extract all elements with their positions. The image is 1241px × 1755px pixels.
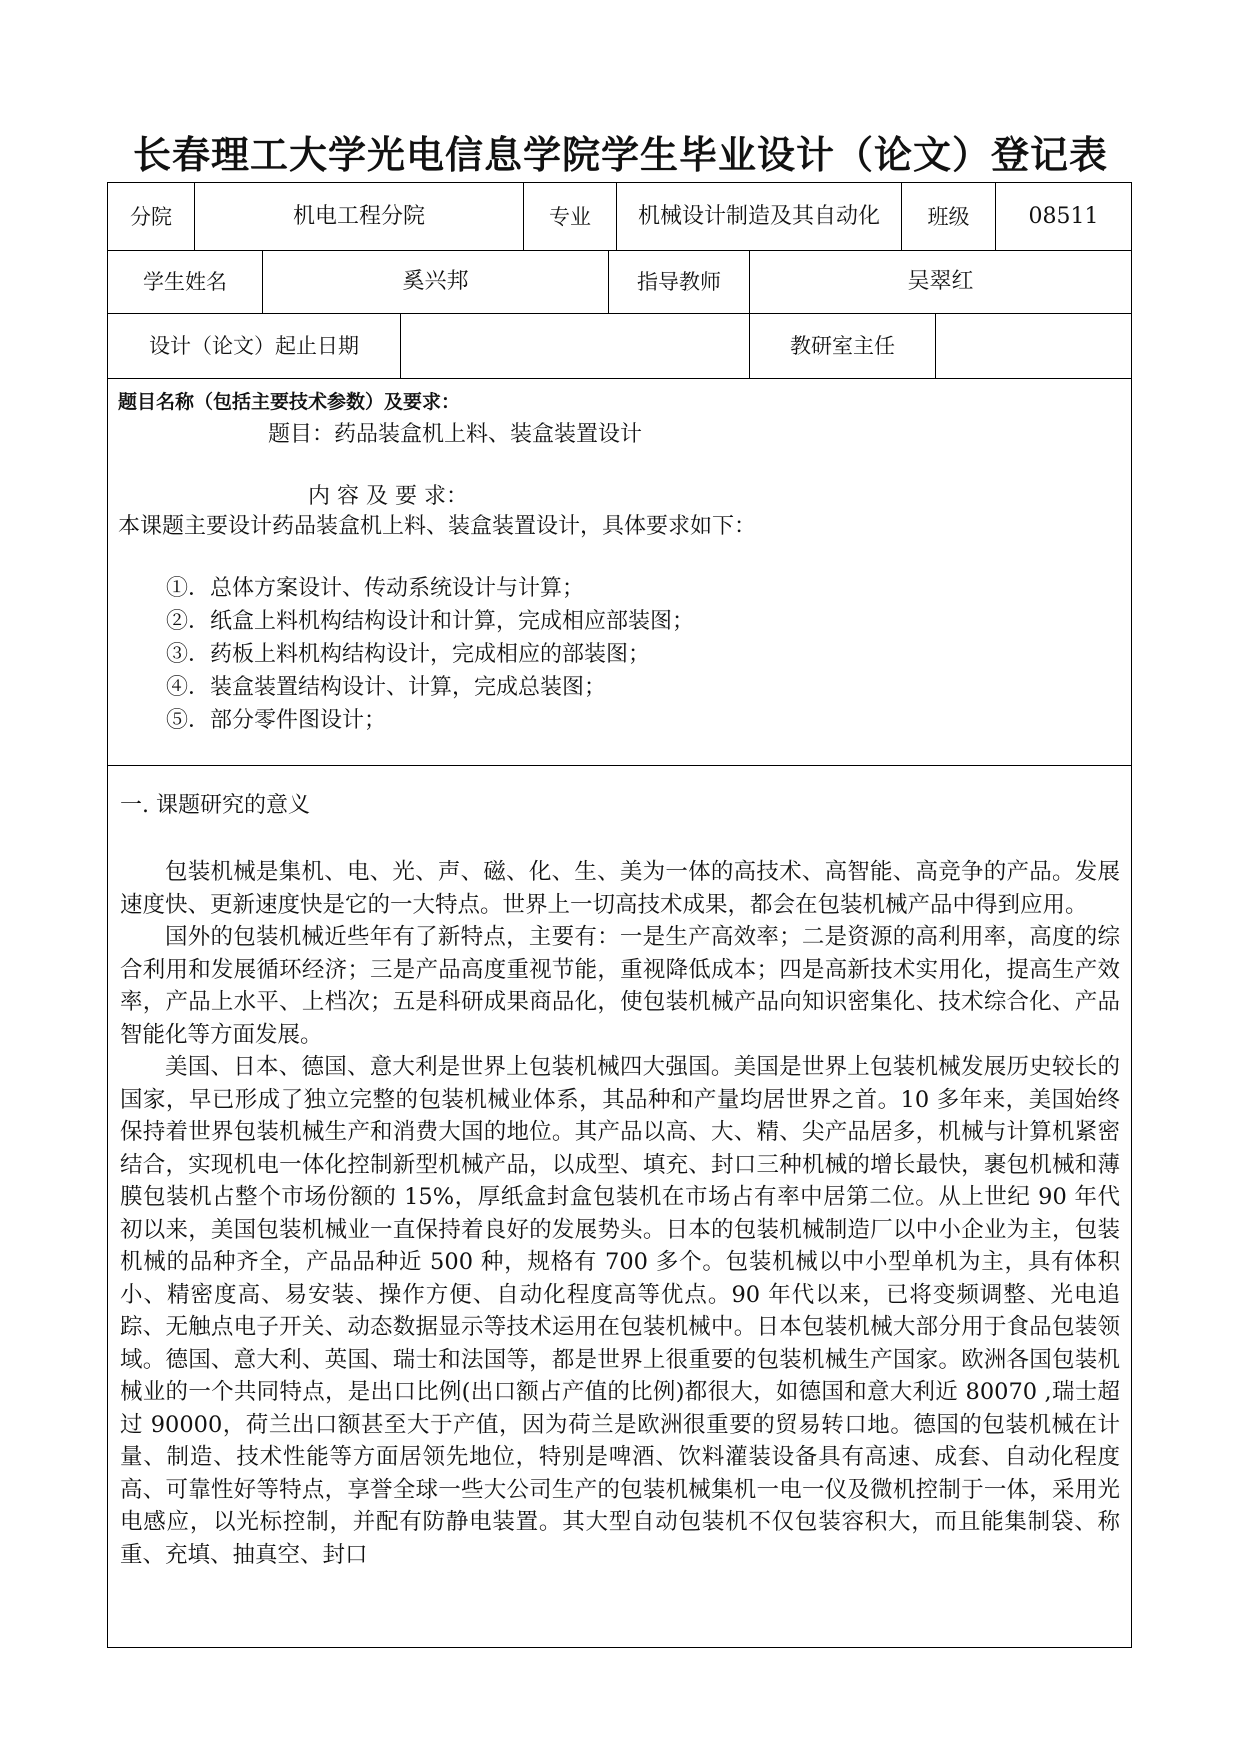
class-label: 班级 bbox=[902, 183, 996, 250]
dates-label: 设计（论文）起止日期 bbox=[108, 314, 401, 378]
dates-value bbox=[401, 314, 750, 378]
content-heading: 内 容 及 要 求： bbox=[308, 484, 468, 509]
row-branch-major-class bbox=[108, 183, 1131, 251]
requirement-item-1: ①．总体方案设计、传动系统设计与计算； bbox=[166, 576, 585, 601]
requirements-heading: 题目名称（包括主要技术参数）及要求： bbox=[118, 391, 461, 413]
branch-value: 机电工程分院 bbox=[195, 183, 524, 250]
paragraph: 美国、日本、德国、意大利是世界上包装机械四大强国。美国是世界上包装机械发展历史较长的国家，早已形成了独立完整的包装机械业体系，其品种和产量均居世界之首。10 多年来，美国始终保持着世界包装机械生产和消费大国的地位。其产品以高、大、精、尖产品居多，机械与计算机紧密结合，实现机电一体化控制新型机械产品，以成型、填充、封口三种机械的增长最快，裹包机械和薄膜包装机占整个市场份额的 15%，厚纸盒封盒包装机在市场占有率中居第二位。从上世纪 90 年代初以来，美国包装机械业一直保持着良好的发展势头。日本的包装机械制造厂以中小企业为主，包装机械的品种齐全，产品品种近 500 种，规格有 700 多个。包装机械以中小型单机为主，具有体积小、精密度高、易安装、操作方便、自动化程度高等优点。90 年代以来，已将变频调整、光电追踪、无触点电子开关、动态数据显示等技术运用在包装机械中。日本包装机械大部分用于食品包装领域。德国、意大利、英国、瑞士和法国等，都是世界上很重要的包装机械生产国家。欧洲各国包装机械业的一个共同特点，是出口比例(出口额占产值的比例)都很大，如德国和意大利近 80070 ,瑞士超过 90000，荷兰出口额甚至大于产值，因为荷兰是欧洲很重要的贸易转口地。德国的包装机械在计量、制造、技术性能等方面居领先地位，特别是啤酒、饮料灌装设备具有高速、成套、自动化程度高、可靠性好等特点，享誉全球一些大公司生产的包装机械集机一电一仪及微机控制于一体，采用光电感应，以光标控制，并配有防静电装置。其大型自动包装机不仅包装容积大，而且能集制袋、称重、充填、抽真空、封口 bbox=[120, 1054, 1120, 1568]
director-label: 教研室主任 bbox=[750, 314, 936, 378]
student-name-value: 奚兴邦 bbox=[263, 251, 609, 313]
row-dates-director bbox=[108, 314, 1131, 379]
branch-label: 分院 bbox=[108, 183, 195, 250]
advisor-label: 指导教师 bbox=[609, 251, 750, 313]
paragraph: 国外的包装机械近些年有了新特点，主要有：一是生产高效率；二是资源的高利用率，高度的综合利用和发展循环经济；三是产品高度重视节能，重视降低成本；四是高新技术实用化，提高生产效率，产品上水平、上档次；五是科研成果商品化，使包装机械产品向知识密集化、技术综合化、产品智能化等方面发展。 bbox=[120, 924, 1120, 1048]
major-value: 机械设计制造及其自动化 bbox=[617, 183, 902, 250]
form-table bbox=[107, 182, 1132, 1648]
significance-section bbox=[108, 766, 1131, 1646]
requirement-item-5: ⑤．部分零件图设计； bbox=[166, 708, 387, 733]
page-title: 长春理工大学光电信息学院学生毕业设计（论文）登记表 bbox=[132, 132, 1108, 177]
requirements-section bbox=[108, 379, 1131, 766]
paragraph: 包装机械是集机、电、光、声、磁、化、生、美为一体的高技术、高智能、高竞争的产品。发展速度快、更新速度快是它的一大特点。世界上一切高技术成果，都会在包装机械产品中得到应用。 bbox=[120, 859, 1120, 918]
section-title: 一. 课题研究的意义 bbox=[120, 793, 310, 818]
section-body bbox=[120, 856, 1120, 1571]
requirement-item-3: ③．药板上料机构结构设计，完成相应的部装图； bbox=[166, 642, 651, 667]
requirement-item-2: ②．纸盒上料机构结构设计和计算，完成相应部装图； bbox=[166, 609, 695, 634]
requirements-intro: 本课题主要设计药品装盒机上料、装盒装置设计，具体要求如下： bbox=[118, 514, 757, 539]
advisor-value: 吴翠红 bbox=[907, 269, 974, 294]
director-value bbox=[936, 314, 1131, 378]
row-student-advisor bbox=[108, 251, 1131, 314]
major-label: 专业 bbox=[524, 183, 617, 250]
requirement-item-4: ④．装盒装置结构设计、计算，完成总装图； bbox=[166, 675, 607, 700]
class-value: 08511 bbox=[1028, 203, 1099, 229]
topic-line: 题目：药品装盒机上料、装盒装置设计 bbox=[268, 422, 643, 447]
student-name-label: 学生姓名 bbox=[108, 251, 263, 313]
